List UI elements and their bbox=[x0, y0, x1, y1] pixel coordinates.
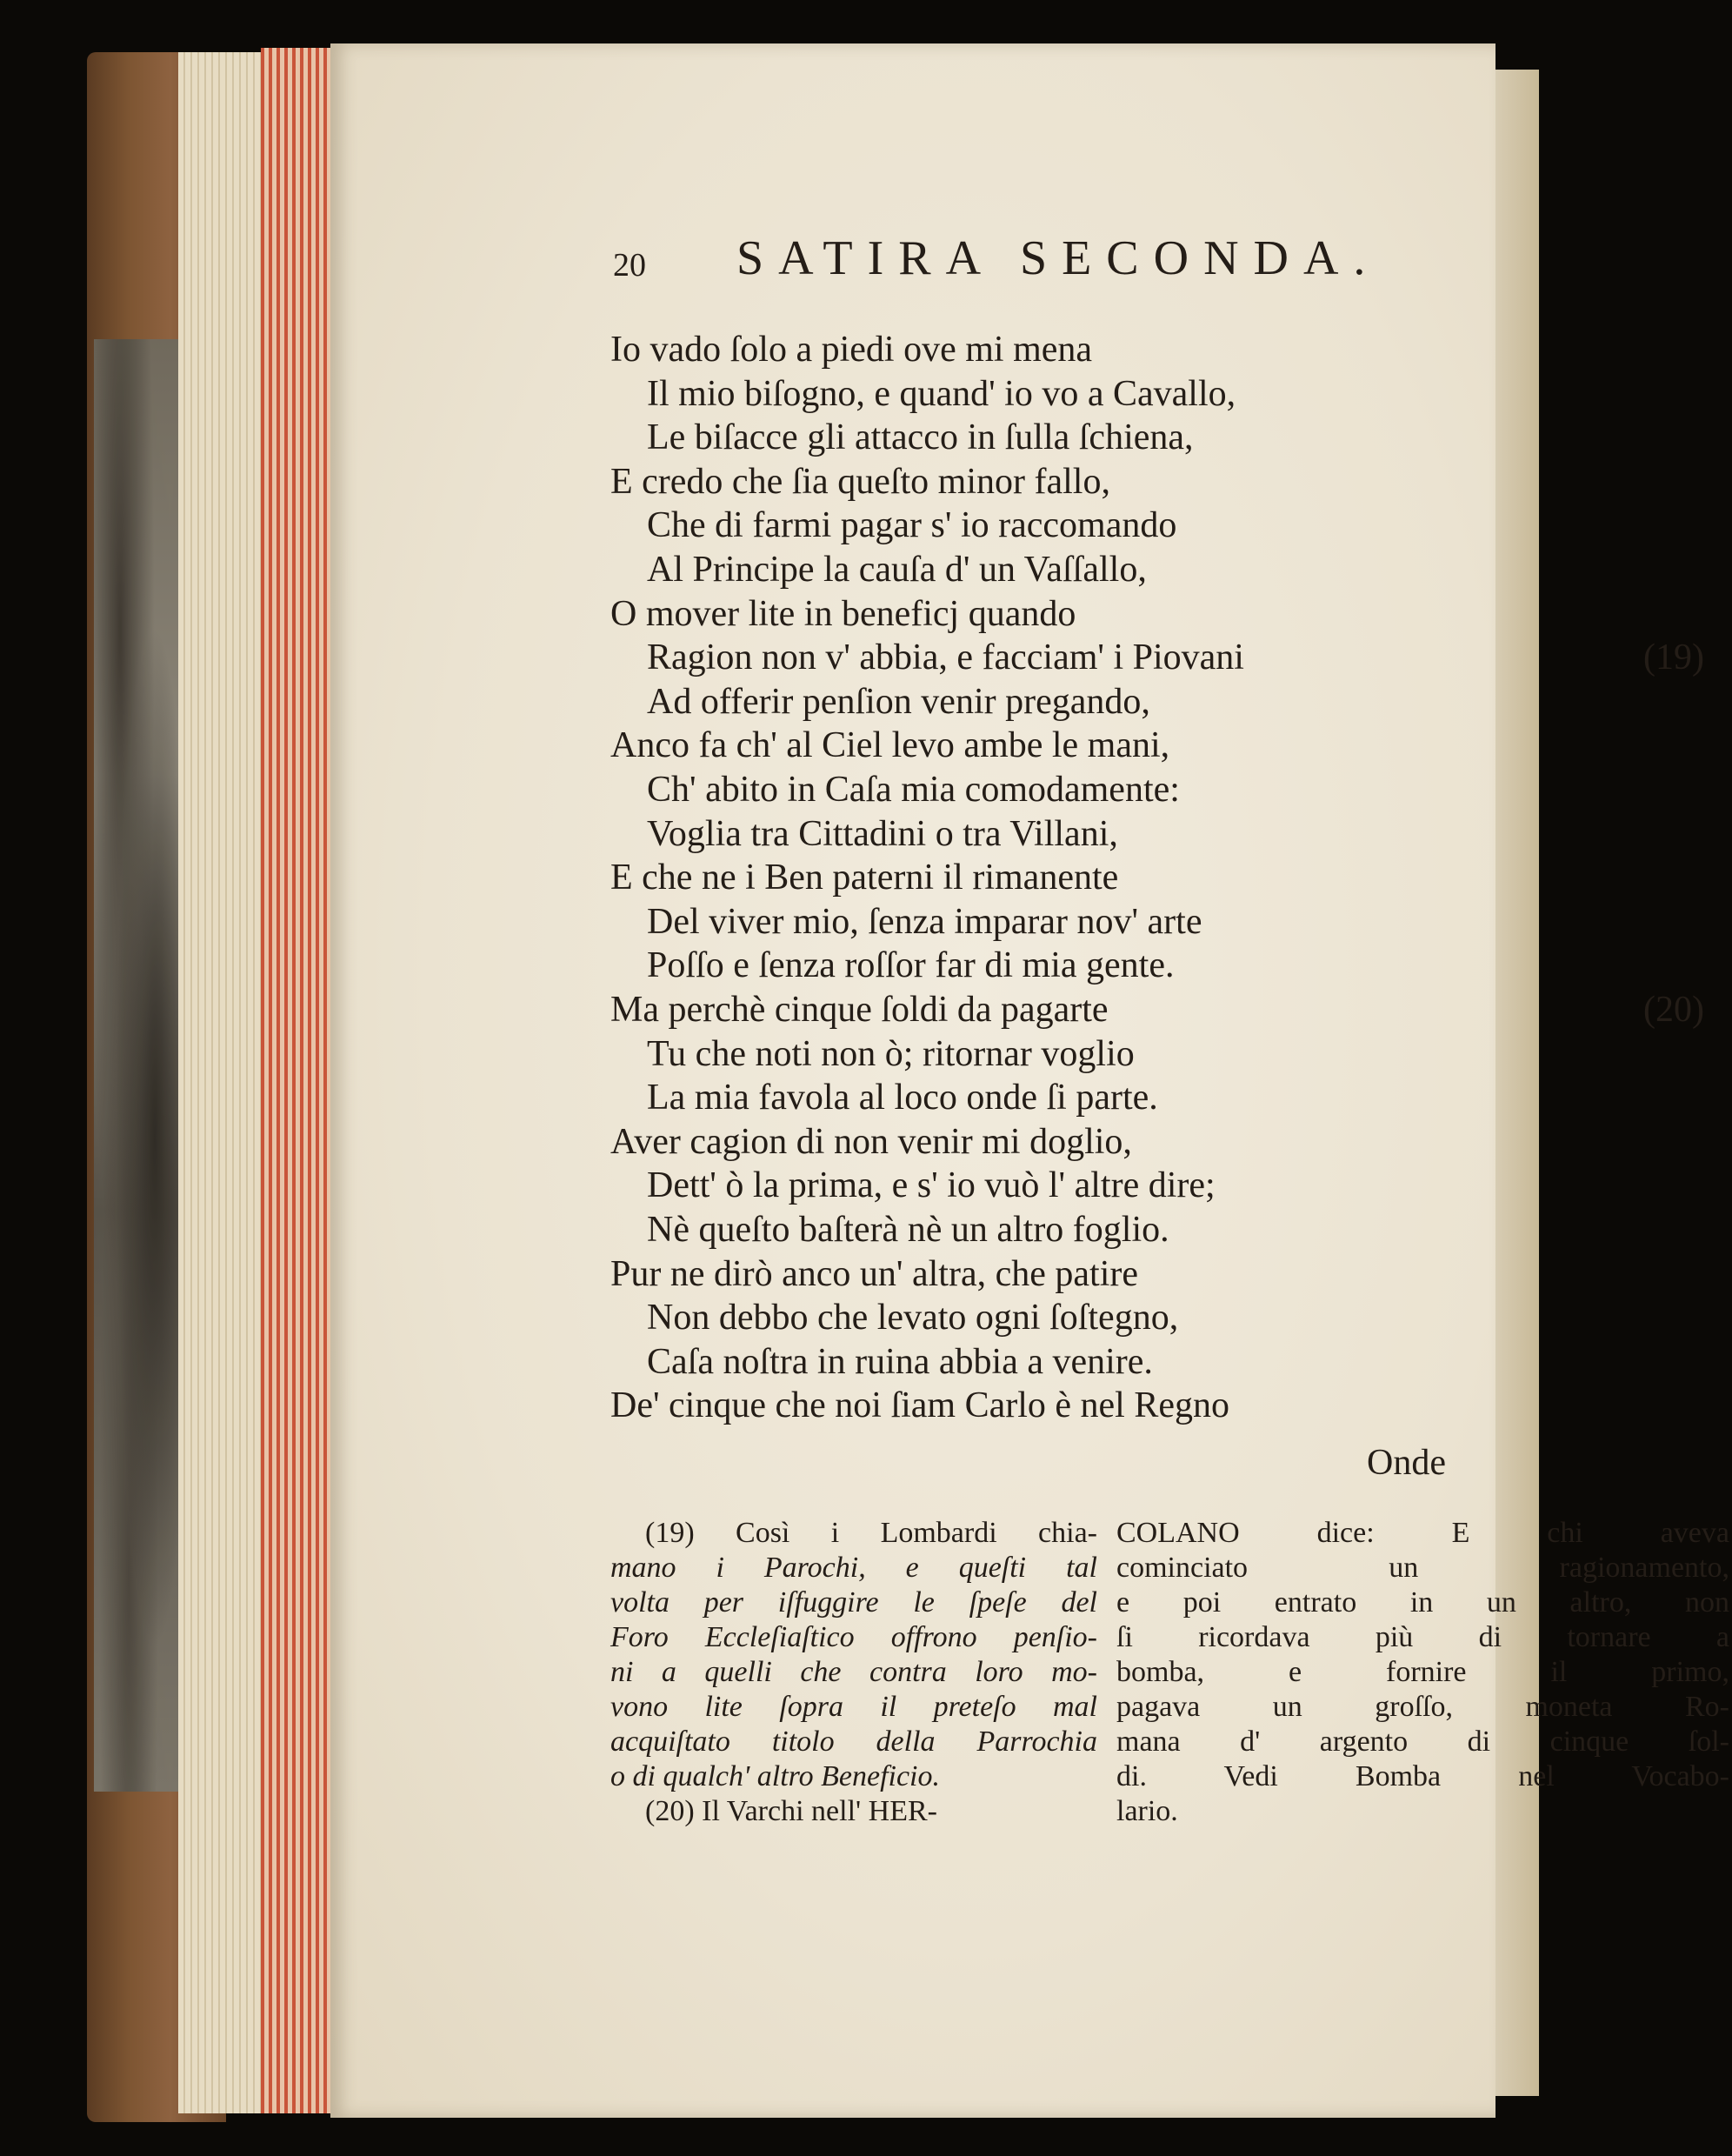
poem-line bbox=[647, 1340, 1704, 1384]
poem-line-text: Il mio biſogno, e quand' io vo a Cavallo, bbox=[647, 373, 1236, 414]
footnote-line: ni a quelli che contra loro mo- bbox=[610, 1656, 1097, 1688]
footnote-line: (19) Così i Lombardi chia- bbox=[645, 1517, 1097, 1549]
page-header bbox=[613, 230, 1682, 309]
poem-line bbox=[610, 1120, 1704, 1164]
footnote-line: volta per iſfuggire le ſpeſe del bbox=[610, 1586, 1097, 1619]
poem-line-text: Non debbo che levato ogni ſoſtegno, bbox=[647, 1298, 1179, 1338]
footnote-line: e poi entrato in un altro, non bbox=[1116, 1586, 1729, 1619]
poem-line bbox=[647, 900, 1704, 944]
poem-line-text: Ragion non v' abbia, e facciam' i Piovani bbox=[647, 637, 1244, 678]
poem-line-text: Del viver mio, ſenza imparar nov' arte bbox=[647, 901, 1202, 942]
poem-line bbox=[647, 1076, 1704, 1119]
poem-line-text: Ma perchè cinque ſoldi da pagarte bbox=[610, 990, 1109, 1030]
poem-line-text: Anco fa ch' al Ciel levo ambe le mani, bbox=[610, 725, 1170, 766]
poem-line bbox=[647, 504, 1704, 547]
footnote-line: vono lite ſopra il preteſo mal bbox=[610, 1691, 1097, 1723]
poem-line bbox=[647, 636, 1704, 679]
poem-line-text: Le biſacce gli attacco in ſulla ſchiena, bbox=[647, 417, 1194, 458]
poem-line-text: Nè queſto baſterà nè un altro foglio. bbox=[647, 1210, 1169, 1250]
poem-line-text: Caſa noſtra in ruina abbia a venire. bbox=[647, 1341, 1153, 1382]
poem-line bbox=[647, 416, 1704, 459]
poem-line-text: E che ne i Ben paterni il rimanente bbox=[610, 858, 1119, 898]
poem-line bbox=[647, 1208, 1704, 1252]
poem-line bbox=[647, 548, 1704, 591]
poem-line bbox=[610, 1252, 1704, 1296]
poem-line bbox=[647, 1032, 1704, 1076]
poem-line-text: Voglia tra Cittadini o tra Villani, bbox=[647, 813, 1118, 854]
footnote-line: lario. bbox=[1116, 1795, 1178, 1827]
poem-line-text: Al Principe la cauſa d' un Vaſſallo, bbox=[647, 550, 1147, 590]
footnote-line: di. Vedi Bomba nel Vocabo- bbox=[1116, 1760, 1729, 1792]
poem-line bbox=[647, 944, 1704, 987]
poem-line-text: Che di farmi pagar s' io raccomando bbox=[647, 505, 1177, 546]
poem-line bbox=[647, 768, 1704, 811]
footnote-line: mano i Parochi, e queſti tal bbox=[610, 1552, 1097, 1584]
poem-line-text: Poſſo e ſenza roſſor far di mia gente. bbox=[647, 945, 1175, 986]
poem-line-text: Ad offerir penſion venir pregando, bbox=[647, 681, 1150, 722]
poem-line-text: E credo che ſia queſto minor fallo, bbox=[610, 461, 1110, 502]
page-number: 20 bbox=[613, 247, 646, 284]
footnote-reference: (19) bbox=[1643, 637, 1704, 678]
poem-line bbox=[610, 1384, 1704, 1427]
footnote-line: mana d' argento di cinque ſol- bbox=[1116, 1725, 1729, 1758]
footnote-line: o di qualch' altro Beneficio. bbox=[610, 1760, 940, 1792]
catchword: Onde bbox=[1367, 1443, 1446, 1483]
footnotes-right-column bbox=[1116, 1516, 1729, 1829]
marbled-binding bbox=[94, 339, 181, 1792]
poem-line bbox=[647, 1164, 1704, 1207]
poem-line bbox=[610, 328, 1704, 371]
poem-line bbox=[647, 1296, 1704, 1339]
poem-line-text: Tu che noti non ò; ritornar voglio bbox=[647, 1033, 1135, 1074]
red-page-edges bbox=[261, 48, 330, 2113]
poem-line-text: Pur ne dirò anco un' altra, che patire bbox=[610, 1253, 1138, 1294]
footnote-reference: (20) bbox=[1643, 990, 1704, 1030]
running-title: SATIRA SECONDA. bbox=[736, 231, 1381, 285]
poem-line-text: La mia favola al loco onde ſi parte. bbox=[647, 1078, 1158, 1118]
poem-line bbox=[610, 592, 1704, 636]
footnotes-left-column bbox=[610, 1516, 1097, 1829]
poem-line bbox=[647, 812, 1704, 856]
footnote-line: bomba, e fornire il primo, bbox=[1116, 1656, 1729, 1688]
poem-line-text: Io vado ſolo a piedi ove mi mena bbox=[610, 330, 1093, 370]
footnote-line: ſi ricordava più di tornare a bbox=[1116, 1621, 1729, 1653]
footnote-line: COLANO dice: E chi aveva bbox=[1116, 1517, 1729, 1549]
poem-line-text: De' cinque che noi ſiam Carlo è nel Regno bbox=[610, 1385, 1230, 1426]
footnote-line: (20) Il Varchi nell' HER- bbox=[645, 1795, 937, 1827]
poem-line bbox=[610, 460, 1704, 504]
poem-line bbox=[647, 680, 1704, 724]
poem-line-text: Dett' ò la prima, e s' io vuò l' altre dire; bbox=[647, 1165, 1216, 1206]
poem-line-text: Aver cagion di non venir mi doglio, bbox=[610, 1121, 1132, 1162]
poem-line bbox=[647, 372, 1704, 416]
poem-line bbox=[610, 724, 1704, 767]
poem-line bbox=[610, 856, 1704, 899]
footnote-line: Foro Eccleſiaſtico offrono penſio- bbox=[610, 1621, 1097, 1653]
book-page bbox=[330, 43, 1729, 2118]
poem-line bbox=[610, 988, 1704, 1031]
footnote-line: pagava un groſſo, moneta Ro- bbox=[1116, 1691, 1729, 1723]
footnote-line: cominciato un ragionamento, bbox=[1116, 1552, 1729, 1584]
poem-line-text: O mover lite in beneficj quando bbox=[610, 593, 1076, 634]
poem-line-text: Ch' abito in Caſa mia comodamente: bbox=[647, 770, 1180, 810]
footnote-line: acquiſtato titolo della Parrochia bbox=[610, 1725, 1097, 1758]
